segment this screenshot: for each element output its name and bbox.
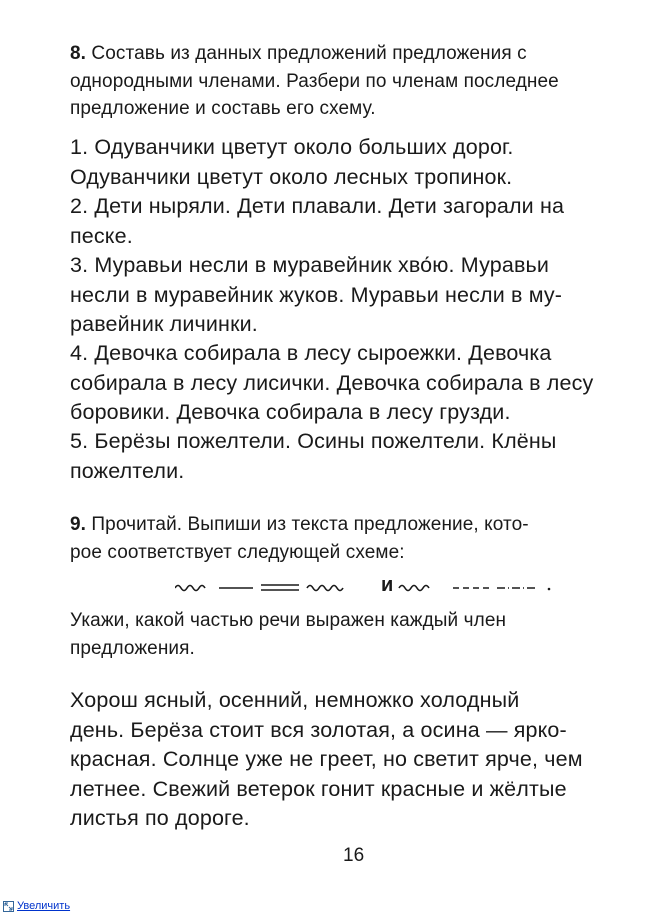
scheme-definition-wavy bbox=[399, 586, 429, 591]
exercise-9-instructions bbox=[70, 511, 660, 566]
zoom-link[interactable] bbox=[3, 898, 70, 914]
scheme-definition-wavy bbox=[307, 586, 343, 591]
task-line: Укажи, какой частью речи выражен каждый член bbox=[70, 610, 507, 631]
exercise-item-4 bbox=[70, 339, 660, 428]
scheme-conjunction: и bbox=[381, 574, 394, 596]
scheme-definition-wavy bbox=[175, 586, 205, 591]
task-line: предложения. bbox=[70, 637, 195, 659]
zoom-link-label: Увеличить bbox=[17, 900, 71, 912]
item-line: боровики. Девочка собирала в лесу грузди. bbox=[70, 400, 511, 424]
page-number: 16 bbox=[343, 845, 365, 866]
item-line: песке. bbox=[70, 223, 133, 248]
item-line: 5. Берёзы пожелтели. Осины пожелтели. Клёны bbox=[70, 429, 557, 453]
item-line: 2. Дети ныряли. Дети плавали. Дети загорали на bbox=[70, 194, 565, 218]
item-line: 4. Девочка собирала в лесу сыроежки. Девочка bbox=[70, 341, 552, 365]
reading-passage bbox=[70, 686, 660, 834]
item-line: равейник личинки. bbox=[70, 312, 258, 336]
instruction-line: 9. Прочитай. Выпиши из текста предложение, кото- bbox=[70, 514, 529, 535]
exercise-item-2 bbox=[70, 192, 660, 251]
instruction-line: рое соответствует следующей схеме: bbox=[70, 541, 405, 563]
item-line: 3. Муравьи несли в муравейник хво́ю. Муравьи bbox=[70, 253, 550, 277]
item-line: собирала в лесу лисички. Девочка собирала в лесу bbox=[70, 370, 594, 395]
exercise-9-task bbox=[70, 607, 660, 662]
exercise-item-3 bbox=[70, 251, 660, 340]
passage-line: красная. Солнце уже не греет, но светит ярче, чем bbox=[70, 747, 583, 771]
passage-line: летнее. Свежий ветерок гонит красные и жёлтые bbox=[70, 776, 567, 801]
zoom-icon bbox=[3, 901, 14, 912]
exercise-number: 8. bbox=[70, 43, 87, 64]
item-line: Одуванчики цветут около лесных тропинок. bbox=[70, 164, 513, 189]
instruction-line: 8. Составь из данных предложений предложения с bbox=[70, 43, 527, 64]
instruction-line: предложение и составь его схему. bbox=[70, 98, 376, 119]
item-line: 1. Одуванчики цветут около больших дорог. bbox=[70, 135, 514, 159]
instruction-line: однородными членами. Разбери по членам последнее bbox=[70, 70, 559, 92]
exercise-number: 9. bbox=[70, 514, 87, 535]
item-line: несли в муравейник жуков. Муравьи несли в му- bbox=[70, 282, 563, 307]
exercise-item-5 bbox=[70, 427, 660, 486]
passage-line: Хорош ясный, осенний, немножко холодный bbox=[70, 688, 520, 712]
item-line: пожелтели. bbox=[70, 458, 185, 483]
passage-line: день. Берёза стоит вся золотая, а осина — ярко- bbox=[70, 717, 567, 742]
exercise-8-instructions bbox=[70, 40, 660, 123]
exercise-item-1 bbox=[70, 133, 660, 192]
passage-line: листья по дороге. bbox=[70, 806, 250, 830]
sentence-scheme-diagram bbox=[175, 574, 555, 596]
